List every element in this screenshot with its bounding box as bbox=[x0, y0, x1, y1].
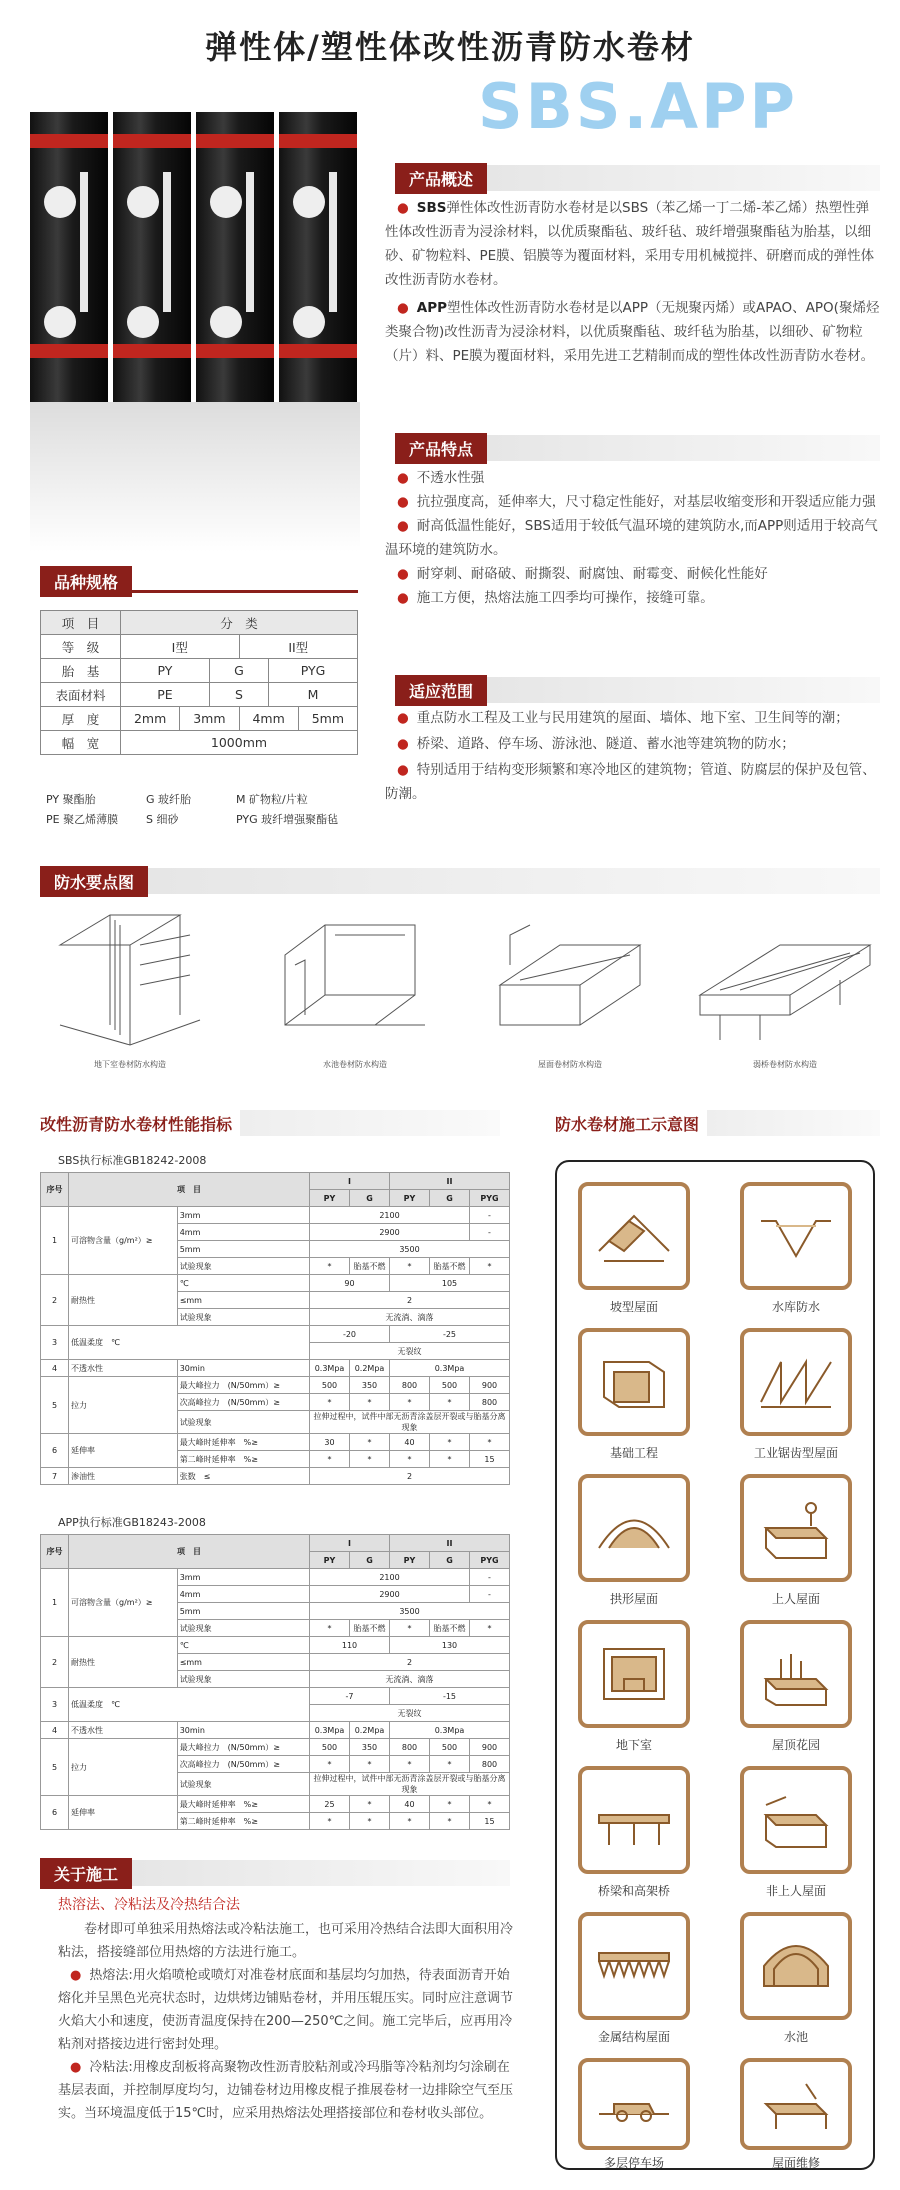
table-cell: 次高峰拉力 (N/50mm）≥ bbox=[177, 1756, 309, 1773]
feature-item: 施工方便，热熔法施工四季均可操作，接缝可靠。 bbox=[416, 590, 714, 606]
legend-item: G 玻纤胎 bbox=[146, 793, 192, 806]
table-cell: 第二峰时延伸率 %≥ bbox=[177, 1813, 309, 1830]
table-cell: 0.3Mpa bbox=[310, 1722, 350, 1739]
table-cell: 无裂纹 bbox=[310, 1343, 510, 1360]
table-cell: * bbox=[310, 1451, 350, 1468]
table-cell: 张数 ≤ bbox=[177, 1468, 309, 1485]
table-cell: 900 bbox=[470, 1377, 510, 1394]
table-cell: 序号 bbox=[41, 1535, 69, 1569]
table-cell: PE bbox=[121, 683, 210, 707]
table-cell: 30min bbox=[177, 1722, 309, 1739]
table-cell: * bbox=[430, 1813, 470, 1830]
table-cell: II bbox=[390, 1535, 510, 1552]
table-cell: 800 bbox=[390, 1739, 430, 1756]
table-cell: 2 bbox=[310, 1292, 510, 1309]
overview-text: ● SBS弹性体改性沥青防水卷材是以SBS（苯乙烯一丁二烯-苯乙烯）热塑性弹性体改性沥青为浸涂材料，以优质聚酯毡、玻纤毡、玻纤增强聚酯毡为胎基，以细砂、矿物粒料、PE膜、铝膜等为覆面材料，采用专用机械搅拌、研磨而成的弹性体改性沥青防水卷材。 ● APP塑性体改性沥青防水卷材是以APP（无规聚丙烯）或APAO、APO(聚烯烃类聚合物)改性沥青为浸涂材料，以优质聚酯毡、玻纤毡为胎基，以细砂、矿物粒（片）料、PE膜为覆面材料，采用先进工艺精制而成的塑性体改性沥青防水卷材。 bbox=[385, 200, 880, 364]
table-cell: 可溶物含量（g/m²）≥ bbox=[69, 1569, 178, 1637]
table-cell: 2900 bbox=[310, 1586, 470, 1603]
application-heading: 适应范围 bbox=[395, 675, 487, 706]
construction-p3: 冷粘法:用橡皮刮板将高聚物改性沥青胶粘剂或冷玛脂等冷粘剂均匀涂刷在基层表面，并控制厚度均匀，边铺卷材边用橡皮棍子推展卷材一边排除空气至压实。当环境温度低于15℃时，应采用热熔法处理搭接部位和卷材收头部位。 bbox=[58, 2060, 514, 2121]
table-cell: G bbox=[430, 1552, 470, 1569]
legend-item: PYG 玻纤增强聚酯毡 bbox=[236, 813, 339, 826]
table-cell: -15 bbox=[390, 1688, 510, 1705]
tile-accessible-roof bbox=[740, 1474, 852, 1607]
table-cell: 2 bbox=[41, 1275, 69, 1326]
table-cell: * bbox=[350, 1394, 390, 1411]
table-cell: 渗油性 bbox=[69, 1468, 178, 1485]
table-cell: * bbox=[430, 1756, 470, 1773]
tile-caption: 地下室 bbox=[615, 1738, 652, 1752]
table-cell: - bbox=[470, 1586, 510, 1603]
diagram-basement bbox=[40, 905, 220, 1070]
table-cell: 最大峰拉力 (N/50mm）≥ bbox=[177, 1377, 309, 1394]
varieties-heading: 品种规格 bbox=[40, 566, 132, 597]
feature-item: 耐高低温性能好，SBS适用于较低气温环境的建筑防水,而APP则适用于较高气温环境的建筑防水。 bbox=[385, 518, 878, 558]
construction-heading: 关于施工 bbox=[40, 1858, 132, 1889]
page-title: 弹性体/塑性体改性沥青防水卷材 bbox=[205, 28, 695, 66]
table-cell: 2 bbox=[41, 1637, 69, 1688]
app-lead: APP bbox=[416, 300, 448, 316]
brand-title: SBS.APP bbox=[478, 70, 798, 143]
roof-repair-icon bbox=[740, 2058, 852, 2150]
tile-roof-garden bbox=[740, 1620, 852, 1753]
table-cell: 3 bbox=[41, 1688, 69, 1722]
table-cell: 2100 bbox=[310, 1569, 470, 1586]
table-cell: 试验现象 bbox=[177, 1411, 309, 1434]
table-cell: 不透水性 bbox=[69, 1360, 178, 1377]
sbs-performance-table bbox=[40, 1172, 510, 1485]
app-standard: APP执行标准GB18243-2008 bbox=[58, 1516, 206, 1529]
non-accessible-roof-icon bbox=[740, 1766, 852, 1874]
table-cell: ℃ bbox=[177, 1275, 309, 1292]
app-performance-table bbox=[40, 1534, 510, 1830]
table-cell: * bbox=[310, 1258, 350, 1275]
table-cell: 项 目 bbox=[41, 611, 121, 635]
table-cell: PY bbox=[390, 1190, 430, 1207]
table-cell: 2 bbox=[310, 1468, 510, 1485]
construction-p1: 卷材即可单独采用热熔法或冷粘法施工，也可采用冷热结合法即大面积用冷粘法，搭接缝部位用热熔的方法进行施工。 bbox=[58, 1922, 514, 1960]
table-cell: 胎基不燃 bbox=[350, 1258, 390, 1275]
table-cell: - bbox=[470, 1224, 510, 1241]
legend-item: PE 聚乙烯薄膜 bbox=[46, 813, 119, 826]
table-cell: G bbox=[430, 1190, 470, 1207]
diagram-pool bbox=[265, 905, 445, 1070]
tile-caption: 金属结构屋面 bbox=[597, 2030, 670, 2044]
table-cell: 5mm bbox=[177, 1241, 309, 1258]
construction-p2: 热熔法:用火焰喷枪或喷灯对准卷材底面和基层均匀加热，待表面沥青开始熔化并呈黑色光亮状态时，边烘烤边铺贴卷材，并用压辊压实。同时应注意调节火焰大小和速度，使沥青温度保持在200—250℃之间。施工完毕后，应再用冷粘剂对搭接边进行密封处理。 bbox=[58, 1968, 514, 2052]
table-cell: I bbox=[310, 1535, 390, 1552]
tile-caption: 多层停车场 bbox=[603, 2156, 664, 2170]
app-text: 塑性体改性沥青防水卷材是以APP（无规聚丙烯）或APAO、APO(聚烯烃类聚合物)改性沥青为浸涂材料，以优质聚酯毡、玻纤毡为胎基，以细砂、矿物粒（片）料、PE膜为覆面材料，采用先进工艺精制而成的塑性体改性沥青防水卷材。 bbox=[385, 300, 880, 364]
table-cell: 500 bbox=[430, 1377, 470, 1394]
product-rolls-image bbox=[30, 112, 360, 552]
application-heading-bar bbox=[395, 677, 880, 703]
table-cell: * bbox=[390, 1756, 430, 1773]
features-heading-bar bbox=[395, 435, 880, 461]
table-cell: 胎基不燃 bbox=[430, 1620, 470, 1637]
table-cell: * bbox=[430, 1451, 470, 1468]
table-cell: 30min bbox=[177, 1360, 309, 1377]
table-cell: 105 bbox=[390, 1275, 510, 1292]
sawtooth-roof-icon bbox=[740, 1328, 852, 1436]
demo-heading-bar bbox=[555, 1110, 880, 1136]
table-cell: PY bbox=[310, 1190, 350, 1207]
keypoints-heading: 防水要点图 bbox=[40, 866, 148, 897]
tile-caption: 拱形屋面 bbox=[609, 1592, 658, 1606]
tile-bridges bbox=[578, 1766, 690, 1899]
table-cell: 15 bbox=[470, 1451, 510, 1468]
table-cell: 3mm bbox=[177, 1569, 309, 1586]
features-list: ● 不透水性强 ● 抗拉强度高，延伸率大，尺寸稳定性能好，对基层收缩变形和开裂适应能力强 ● 耐高低温性能好，SBS适用于较低气温环境的建筑防水,而APP则适用于较高气温环境的建筑防水。 ● 耐穿刺、耐硌破、耐撕裂、耐腐蚀、耐霉变、耐候化性能好 ● 施工方便，热熔法施工四季均可操作，接缝可靠。 bbox=[385, 470, 878, 606]
table-cell: * bbox=[390, 1258, 430, 1275]
tile-pool bbox=[740, 1912, 852, 2045]
table-cell: - bbox=[470, 1569, 510, 1586]
table-cell: 3 bbox=[41, 1326, 69, 1360]
overview-heading: 产品概述 bbox=[395, 163, 487, 194]
table-cell: 3500 bbox=[310, 1603, 510, 1620]
table-cell: G bbox=[350, 1552, 390, 1569]
table-cell: 350 bbox=[350, 1377, 390, 1394]
table-cell: * bbox=[390, 1394, 430, 1411]
table-cell: PYG bbox=[269, 659, 358, 683]
table-cell: 无流淌、滴落 bbox=[310, 1309, 510, 1326]
table-cell: 1 bbox=[41, 1569, 69, 1637]
table-cell: ℃ bbox=[177, 1637, 309, 1654]
table-cell: ≤mm bbox=[177, 1654, 309, 1671]
reservoir-icon bbox=[740, 1182, 852, 1290]
tile-caption: 基础工程 bbox=[609, 1446, 658, 1460]
table-cell: 5 bbox=[41, 1739, 69, 1796]
table-cell: -7 bbox=[310, 1688, 390, 1705]
tile-foundation bbox=[578, 1328, 690, 1461]
feature-item: 耐穿刺、耐硌破、耐撕裂、耐腐蚀、耐霉变、耐候化性能好 bbox=[416, 566, 768, 582]
table-cell: * bbox=[350, 1813, 390, 1830]
table-cell: 2900 bbox=[310, 1224, 470, 1241]
table-cell: 500 bbox=[310, 1377, 350, 1394]
table-cell: 800 bbox=[470, 1394, 510, 1411]
table-cell: 7 bbox=[41, 1468, 69, 1485]
tile-caption: 屋面维修 bbox=[771, 2156, 820, 2170]
table-cell: 试验现象 bbox=[177, 1309, 309, 1326]
table-cell: * bbox=[470, 1620, 510, 1637]
sbs-text: 弹性体改性沥青防水卷材是以SBS（苯乙烯一丁二烯-苯乙烯）热塑性弹性体改性沥青为浸涂材料，以优质聚酯毡、玻纤毡、玻纤增强聚酯毡为胎基，以细砂、矿物粒料、PE膜、铝膜等为覆面材料，采用专用机械搅拌、研磨而成的弹性体改性沥青防水卷材。 bbox=[385, 200, 875, 288]
table-cell: 拉伸过程中，试件中部无沥青涂盖层开裂或与胎基分离现象 bbox=[310, 1411, 510, 1434]
pool-icon bbox=[740, 1912, 852, 2020]
sbs-standard: SBS执行标准GB18242-2008 bbox=[58, 1154, 207, 1167]
roof-garden-icon bbox=[740, 1620, 852, 1728]
table-cell: * bbox=[310, 1620, 350, 1637]
table-cell: 等 级 bbox=[41, 635, 121, 659]
table-cell: * bbox=[310, 1813, 350, 1830]
diagram-caption: 水池卷材防水构造 bbox=[323, 1060, 387, 1069]
features-heading: 产品特点 bbox=[395, 433, 487, 464]
varieties-legend bbox=[46, 790, 366, 830]
table-cell: 延伸率 bbox=[69, 1434, 178, 1468]
diagram-bridge bbox=[690, 905, 880, 1070]
varieties-heading-bar bbox=[40, 568, 358, 594]
table-cell: 第二峰时延伸率 %≥ bbox=[177, 1451, 309, 1468]
table-cell: * bbox=[310, 1394, 350, 1411]
table-cell: -25 bbox=[390, 1326, 510, 1343]
application-list: ● 重点防水工程及工业与民用建筑的屋面、墙体、地下室、卫生间等的潮； ● 桥梁、道路、停车场、游泳池、隧道、蓄水池等建筑物的防水； ● 特别适用于结构变形频繁和寒冷地区的建筑物；管道、防腐层的保护及包管、防潮。 bbox=[385, 710, 876, 802]
table-cell: 800 bbox=[390, 1377, 430, 1394]
table-cell: 40 bbox=[390, 1434, 430, 1451]
feature-item: 不透水性强 bbox=[416, 470, 485, 486]
table-cell: 可溶物含量（g/m²）≥ bbox=[69, 1207, 178, 1275]
diagram-caption: 屋面卷材防水构造 bbox=[538, 1060, 602, 1069]
tile-non-accessible-roof bbox=[740, 1766, 852, 1899]
diagram-roof bbox=[480, 905, 660, 1070]
tile-arched-roof bbox=[578, 1474, 690, 1607]
feature-item: 抗拉强度高，延伸率大，尺寸稳定性能好，对基层收缩变形和开裂适应能力强 bbox=[416, 494, 876, 510]
table-cell: 3500 bbox=[310, 1241, 510, 1258]
table-cell: 800 bbox=[470, 1756, 510, 1773]
tile-basement bbox=[578, 1620, 690, 1753]
table-cell: I型 bbox=[121, 635, 240, 659]
table-cell: 4mm bbox=[239, 707, 298, 731]
demo-heading: 防水卷材施工示意图 bbox=[555, 1114, 700, 1134]
metal-roof-icon bbox=[578, 1912, 690, 2020]
table-cell: 胎 基 bbox=[41, 659, 121, 683]
diagram-caption: 地下室卷材防水构造 bbox=[94, 1060, 166, 1069]
table-cell: 130 bbox=[390, 1637, 510, 1654]
table-cell: II型 bbox=[239, 635, 358, 659]
table-cell: 胎基不燃 bbox=[350, 1620, 390, 1637]
table-cell: * bbox=[430, 1434, 470, 1451]
table-cell: * bbox=[470, 1258, 510, 1275]
table-cell: 拉力 bbox=[69, 1377, 178, 1434]
table-cell: ≤mm bbox=[177, 1292, 309, 1309]
table-cell: M bbox=[269, 683, 358, 707]
table-cell: 6 bbox=[41, 1434, 69, 1468]
table-cell: 900 bbox=[470, 1739, 510, 1756]
tile-parking bbox=[578, 2058, 690, 2171]
construction-subheading: 热溶法、冷粘法及冷热结合法 bbox=[58, 1897, 240, 1913]
table-cell: 5mm bbox=[298, 707, 357, 731]
table-cell: G bbox=[350, 1190, 390, 1207]
diagram-caption: 弱桥卷材防水构造 bbox=[753, 1060, 817, 1069]
table-cell: 25 bbox=[310, 1796, 350, 1813]
tile-caption: 坡型屋面 bbox=[609, 1300, 658, 1314]
table-cell: 幅 宽 bbox=[41, 731, 121, 755]
table-cell: G bbox=[209, 659, 268, 683]
table-cell: 2 bbox=[310, 1654, 510, 1671]
table-cell: 500 bbox=[310, 1739, 350, 1756]
table-cell: 4 bbox=[41, 1360, 69, 1377]
table-cell: 分 类 bbox=[121, 611, 358, 635]
table-cell: - bbox=[470, 1207, 510, 1224]
construction-text: 卷材即可单独采用热熔法或冷粘法施工，也可采用冷热结合法即大面积用冷粘法，搭接缝部位用热熔的方法进行施工。 ● 热熔法:用火焰喷枪或喷灯对准卷材底面和基层均匀加热，待表面沥青开始熔化并呈黑色光亮状态时，边烘烤边铺贴卷材，并用压辊压实。同时应注意调节火焰大小和速度，使沥青温度保持在200—250℃之间。施工完毕后，应再用冷粘剂对搭接边进行密封处理。 ● 冷粘法:用橡皮刮板将高聚物改性沥青胶粘剂或冷玛脂等冷粘剂均匀涂刷在基层表面，并控制厚度均匀，边铺卷材边用橡皮棍子推展卷材一边排除空气至压实。当环境温度低于15℃时，应采用热熔法处理搭接部位和卷材收头部位。 bbox=[58, 1918, 513, 2125]
legend-item: S 细砂 bbox=[146, 813, 179, 826]
tile-caption: 工业锯齿型屋面 bbox=[753, 1446, 838, 1460]
legend-item: M 矿物粒/片粒 bbox=[236, 793, 308, 806]
table-cell: * bbox=[350, 1451, 390, 1468]
table-cell: * bbox=[430, 1394, 470, 1411]
table-cell: 试验现象 bbox=[177, 1671, 309, 1688]
table-cell: 无流淌、滴落 bbox=[310, 1671, 510, 1688]
tile-roof-repair bbox=[740, 2058, 852, 2171]
tile-caption: 屋顶花园 bbox=[771, 1738, 820, 1752]
keypoints-heading-bar bbox=[40, 868, 880, 894]
legend-item: PY 聚酯胎 bbox=[46, 793, 96, 806]
table-cell: 3mm bbox=[177, 1207, 309, 1224]
table-cell: S bbox=[209, 683, 268, 707]
table-cell: 项 目 bbox=[69, 1535, 310, 1569]
table-cell: 低温柔度 ℃ bbox=[69, 1688, 310, 1722]
overview-heading-bar bbox=[395, 165, 880, 191]
table-cell: * bbox=[350, 1434, 390, 1451]
application-item: 桥梁、道路、停车场、游泳池、隧道、蓄水池等建筑物的防水； bbox=[416, 736, 795, 752]
table-cell: 3mm bbox=[180, 707, 239, 731]
table-cell: PY bbox=[310, 1552, 350, 1569]
table-cell: 0.3Mpa bbox=[390, 1360, 510, 1377]
table-cell: * bbox=[390, 1620, 430, 1637]
table-cell: * bbox=[430, 1796, 470, 1813]
table-cell: 4 bbox=[41, 1722, 69, 1739]
accessible-roof-icon bbox=[740, 1474, 852, 1582]
table-cell: 30 bbox=[310, 1434, 350, 1451]
table-cell: PY bbox=[390, 1552, 430, 1569]
table-cell: 5mm bbox=[177, 1603, 309, 1620]
table-cell: 0.3Mpa bbox=[390, 1722, 510, 1739]
table-cell: 1000mm bbox=[121, 731, 358, 755]
table-cell: 0.2Mpa bbox=[350, 1722, 390, 1739]
table-cell: 0.3Mpa bbox=[310, 1360, 350, 1377]
table-cell: 110 bbox=[310, 1637, 390, 1654]
table-cell: 5 bbox=[41, 1377, 69, 1434]
table-cell: 耐热性 bbox=[69, 1275, 178, 1326]
tile-metal-roof bbox=[578, 1912, 690, 2045]
table-cell: 15 bbox=[470, 1813, 510, 1830]
table-cell: 低温柔度 ℃ bbox=[69, 1326, 310, 1360]
table-cell: * bbox=[390, 1813, 430, 1830]
tile-caption: 桥梁和高架桥 bbox=[597, 1884, 670, 1898]
table-cell: 1 bbox=[41, 1207, 69, 1275]
slope-roof-icon bbox=[578, 1182, 690, 1290]
keypoints-diagrams bbox=[40, 905, 880, 1080]
table-cell: 最大峰拉力 (N/50mm）≥ bbox=[177, 1739, 309, 1756]
sbs-lead: SBS bbox=[416, 200, 447, 216]
table-cell: 序号 bbox=[41, 1173, 69, 1207]
tile-sawtooth-roof bbox=[740, 1328, 852, 1461]
table-cell: * bbox=[350, 1756, 390, 1773]
table-cell: I bbox=[310, 1173, 390, 1190]
table-cell: 项 目 bbox=[69, 1173, 310, 1207]
table-cell: 4mm bbox=[177, 1586, 309, 1603]
table-cell: 试验现象 bbox=[177, 1258, 309, 1275]
table-cell: 350 bbox=[350, 1739, 390, 1756]
performance-heading: 改性沥青防水卷材性能指标 bbox=[40, 1114, 233, 1134]
table-cell: 次高峰拉力 (N/50mm）≥ bbox=[177, 1394, 309, 1411]
table-cell: 耐热性 bbox=[69, 1637, 178, 1688]
table-cell: PYG bbox=[470, 1552, 510, 1569]
table-cell: * bbox=[350, 1796, 390, 1813]
table-cell: * bbox=[470, 1796, 510, 1813]
table-cell: 6 bbox=[41, 1796, 69, 1830]
bridge-icon bbox=[578, 1766, 690, 1874]
tile-caption: 非上人屋面 bbox=[765, 1884, 826, 1898]
table-cell: 拉伸过程中，试件中部无沥青涂盖层开裂或与胎基分离现象 bbox=[310, 1773, 510, 1796]
table-cell: 拉力 bbox=[69, 1739, 178, 1796]
table-cell: 试验现象 bbox=[177, 1620, 309, 1637]
table-cell: 试验现象 bbox=[177, 1773, 309, 1796]
tile-caption: 水库防水 bbox=[771, 1300, 820, 1314]
table-cell: -20 bbox=[310, 1326, 390, 1343]
performance-heading-bar bbox=[40, 1110, 500, 1136]
table-cell: 2100 bbox=[310, 1207, 470, 1224]
parking-icon bbox=[578, 2058, 690, 2150]
table-cell: * bbox=[310, 1756, 350, 1773]
table-cell: II bbox=[390, 1173, 510, 1190]
table-cell: 最大峰时延伸率 %≥ bbox=[177, 1434, 309, 1451]
construction-heading-bar bbox=[40, 1860, 510, 1886]
application-item: 特别适用于结构变形频繁和寒冷地区的建筑物；管道、防腐层的保护及包管、防潮。 bbox=[385, 762, 876, 802]
table-cell: 延伸率 bbox=[69, 1796, 178, 1830]
table-cell: PY bbox=[121, 659, 210, 683]
table-cell: 厚 度 bbox=[41, 707, 121, 731]
table-cell: 500 bbox=[430, 1739, 470, 1756]
table-cell: 不透水性 bbox=[69, 1722, 178, 1739]
tile-slope-roof bbox=[578, 1182, 690, 1315]
table-cell: 90 bbox=[310, 1275, 390, 1292]
table-cell: * bbox=[390, 1451, 430, 1468]
table-cell: 40 bbox=[390, 1796, 430, 1813]
tile-caption: 上人屋面 bbox=[771, 1592, 820, 1606]
table-cell: 2mm bbox=[121, 707, 180, 731]
table-cell: 胎基不燃 bbox=[430, 1258, 470, 1275]
application-item: 重点防水工程及工业与民用建筑的屋面、墙体、地下室、卫生间等的潮； bbox=[416, 710, 849, 726]
table-cell: 0.2Mpa bbox=[350, 1360, 390, 1377]
table-cell: 无裂纹 bbox=[310, 1705, 510, 1722]
table-cell: 4mm bbox=[177, 1224, 309, 1241]
table-cell: 最大峰时延伸率 %≥ bbox=[177, 1796, 309, 1813]
tile-caption: 水池 bbox=[783, 2030, 808, 2044]
foundation-icon bbox=[578, 1328, 690, 1436]
varieties-table bbox=[40, 610, 358, 755]
arched-roof-icon bbox=[578, 1474, 690, 1582]
tile-reservoir bbox=[740, 1182, 852, 1315]
table-cell: PYG bbox=[470, 1190, 510, 1207]
basement-icon bbox=[578, 1620, 690, 1728]
table-cell: * bbox=[470, 1434, 510, 1451]
table-cell: 表面材料 bbox=[41, 683, 121, 707]
